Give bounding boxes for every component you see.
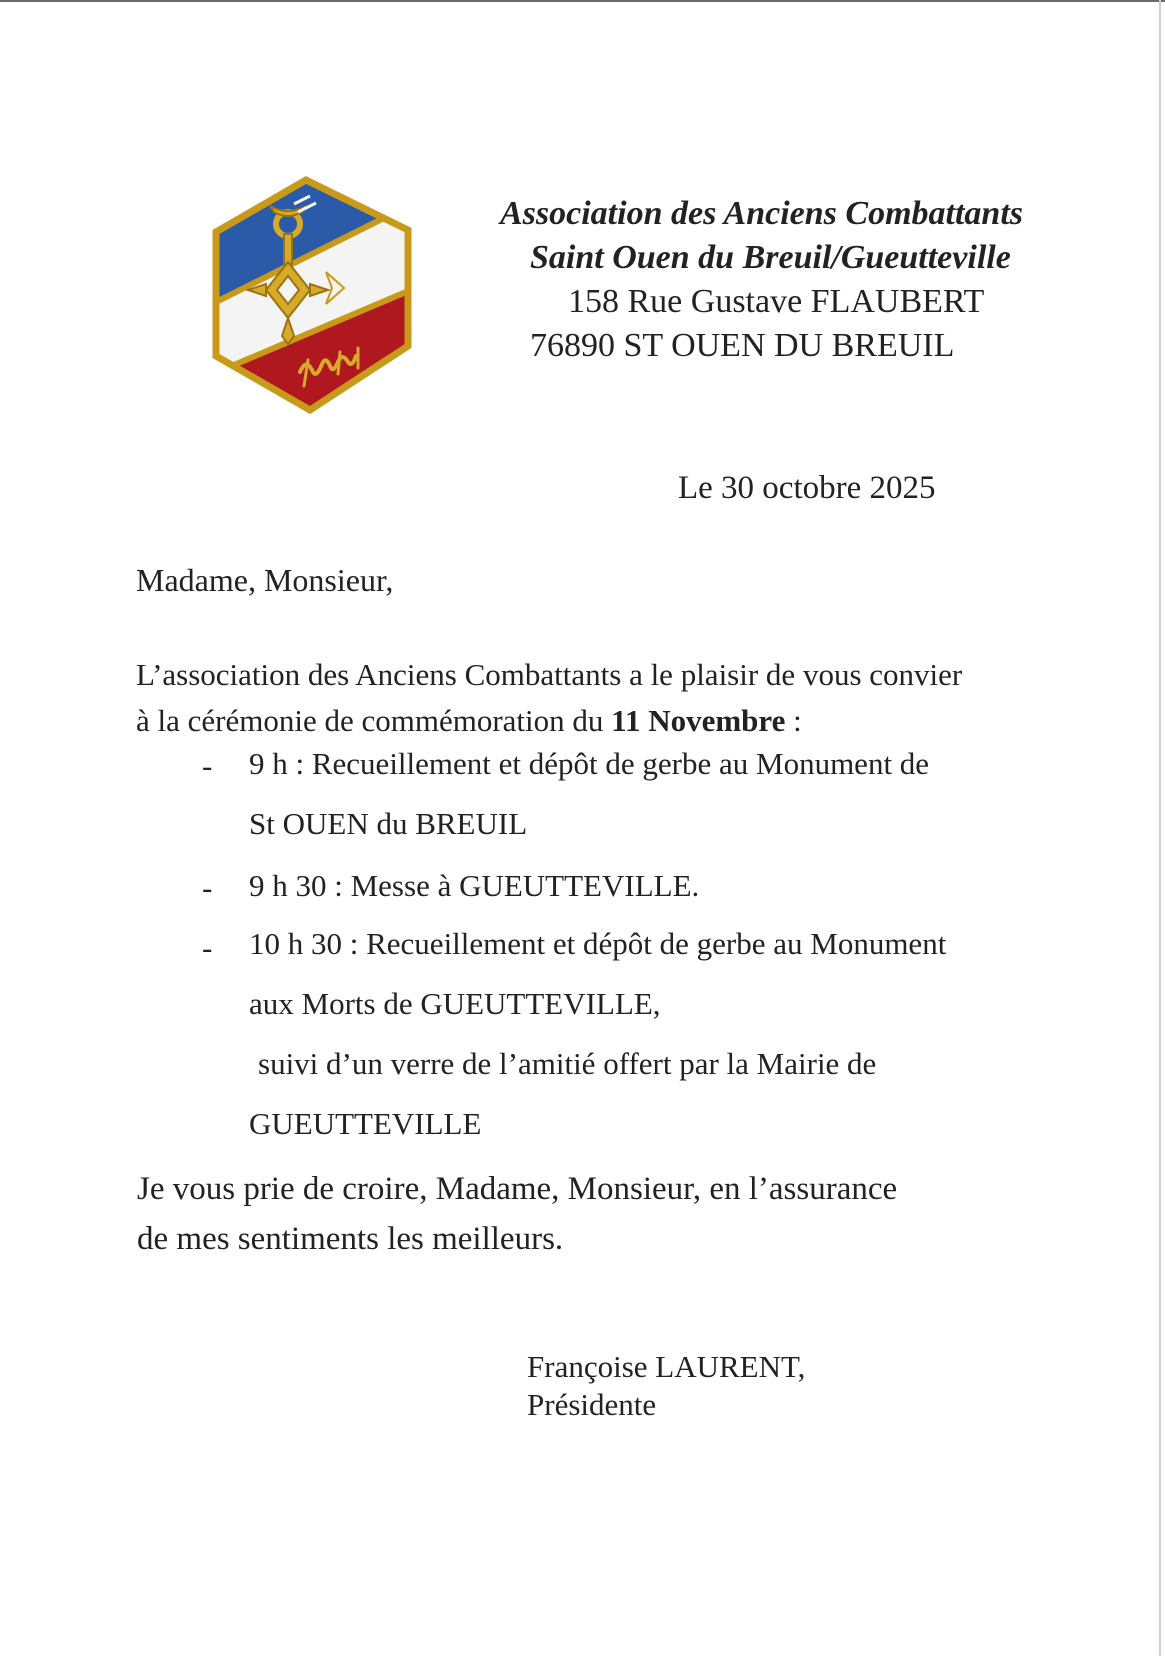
list-bullet: - <box>202 870 213 905</box>
salutation: Madame, Monsieur, <box>136 562 394 598</box>
intro-line-1: L’association des Anciens Combattants a le plaisir de vous convier <box>136 657 963 692</box>
list-bullet: - <box>202 748 213 783</box>
program-item-3-line-4: GUEUTTEVILLE <box>249 1106 482 1141</box>
program-item-3-line-2: aux Morts de GUEUTTEVILLE, <box>249 986 661 1021</box>
association-name: Association des Anciens Combattants <box>500 195 1023 232</box>
program-item-1-line-1: 9 h : Recueillement et dépôt de gerbe au Monument de <box>249 746 930 781</box>
association-location: Saint Ouen du Breuil/Gueutteville <box>530 239 1011 276</box>
program-item-2-line-1: 9 h 30 : Messe à GUEUTTEVILLE. <box>249 868 700 903</box>
address-street: 158 Rue Gustave FLAUBERT <box>568 283 985 320</box>
address-city: 76890 ST OUEN DU BREUIL <box>530 327 955 364</box>
signatory-title: Présidente <box>527 1387 657 1422</box>
signatory-name: Françoise LAURENT, <box>527 1349 806 1384</box>
letter-date: Le 30 octobre 2025 <box>678 470 936 506</box>
signature-block <box>527 1348 805 1424</box>
program-item-3-line-1: 10 h 30 : Recueillement et dépôt de gerbe au Monument <box>249 926 947 961</box>
scan-edge-right <box>1159 0 1161 1656</box>
program-item-1-line-2: St OUEN du BREUIL <box>249 806 528 841</box>
closing-paragraph <box>137 1164 1097 1264</box>
letterhead <box>470 192 1110 368</box>
event-date-bold: 11 Novembre <box>611 703 786 738</box>
closing-line-1: Je vous prie de croire, Madame, Monsieur, en l’assurance <box>137 1171 898 1207</box>
association-badge-logo <box>208 176 420 414</box>
list-bullet: - <box>202 930 213 965</box>
intro-line-2: à la cérémonie de commémoration du 11 Novembre : <box>136 703 802 738</box>
closing-line-2: de mes sentiments les meilleurs. <box>137 1221 564 1257</box>
intro-paragraph <box>136 652 1096 744</box>
program-item-3-line-3: suivi d’un verre de l’amitié offert par la Mairie de <box>258 1046 877 1081</box>
scan-edge-top <box>0 0 1165 2</box>
